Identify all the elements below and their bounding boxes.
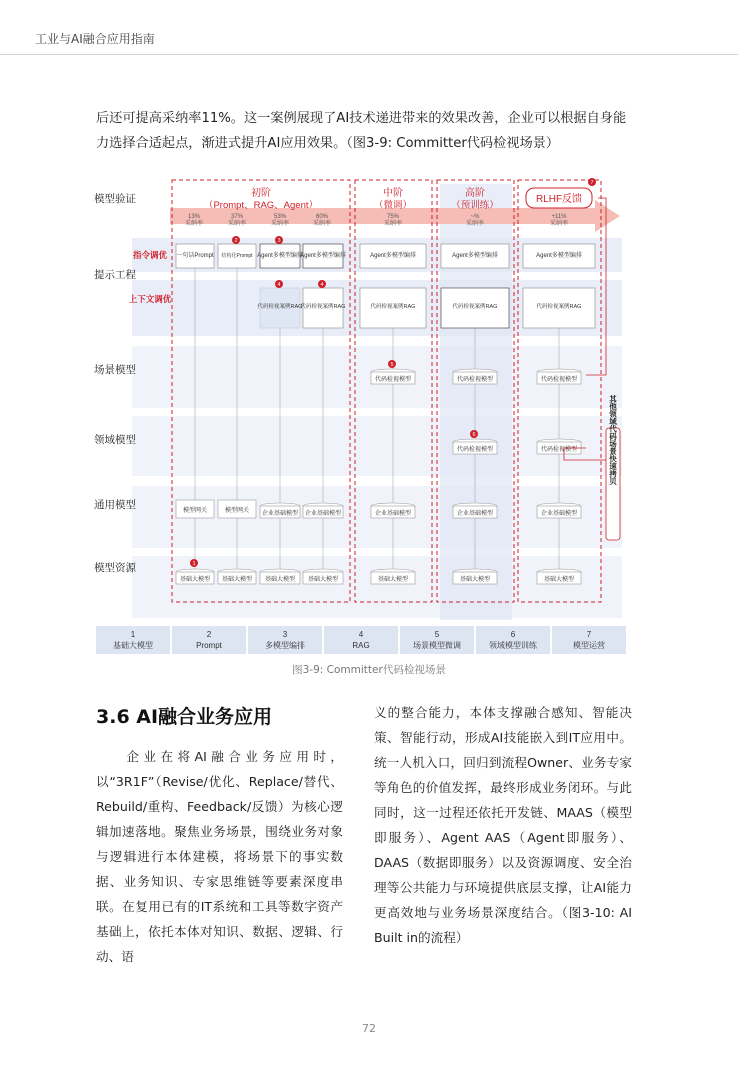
- header-divider: [0, 54, 738, 55]
- svg-text:基础大模型: 基础大模型: [543, 577, 575, 583]
- svg-text:模型验证: 模型验证: [94, 193, 136, 205]
- svg-text:场景模型: 场景模型: [94, 364, 136, 376]
- svg-text:37%: 37%: [230, 214, 244, 220]
- svg-text:2: 2: [234, 238, 238, 244]
- svg-text:采纳率: 采纳率: [549, 221, 569, 227]
- svg-text:Agent多模型编排: Agent多模型编排: [257, 253, 303, 259]
- svg-text:代码检视模型: 代码检视模型: [456, 447, 494, 453]
- svg-text:代码检视模型: 代码检视模型: [540, 447, 578, 453]
- svg-text:+11%: +11%: [551, 214, 567, 220]
- svg-text:4: 4: [320, 282, 324, 288]
- svg-text:基础大模型: 基础大模型: [377, 577, 409, 583]
- svg-text:53%: 53%: [273, 214, 287, 220]
- svg-text:基础大模型: 基础大模型: [307, 577, 339, 583]
- phase-3-label: 高阶: [465, 188, 485, 199]
- phase-2-label: 中阶: [383, 188, 403, 199]
- svg-text:代码检视模型: 代码检视模型: [540, 377, 578, 383]
- svg-text:基础大模型: 基础大模型: [179, 577, 211, 583]
- svg-text:6: 6: [472, 432, 476, 438]
- svg-text:指令调优: 指令调优: [132, 250, 168, 260]
- svg-text:场景模型微调: 场景模型微调: [413, 641, 461, 650]
- svg-text:采纳率: 采纳率: [227, 221, 247, 227]
- body-left-column: [96, 744, 343, 969]
- svg-text:1: 1: [192, 561, 196, 567]
- svg-text:企业基础模型: 企业基础模型: [456, 511, 494, 517]
- svg-text:2: 2: [206, 630, 212, 639]
- running-header: 工业与AI融合应用指南: [35, 32, 155, 46]
- svg-text:7: 7: [586, 630, 592, 639]
- svg-text:5: 5: [434, 630, 440, 639]
- phase-1-sublabel: （Prompt、RAG、Agent）: [203, 200, 319, 211]
- svg-text:通用模型: 通用模型: [94, 499, 136, 511]
- svg-text:基础大模型: 基础大模型: [459, 577, 491, 583]
- svg-text:1: 1: [130, 630, 136, 639]
- svg-text:代码检视案例RAG: 代码检视案例RAG: [370, 304, 416, 310]
- svg-text:代码检视案例RAG: 代码检视案例RAG: [300, 304, 346, 310]
- svg-text:4: 4: [277, 282, 281, 288]
- svg-text:Agent多模型编排: Agent多模型编排: [536, 253, 582, 259]
- svg-text:提示工程: 提示工程: [94, 269, 136, 281]
- svg-text:Agent多模型编排: Agent多模型编排: [370, 253, 416, 259]
- svg-text:3: 3: [277, 238, 281, 244]
- svg-text:结构化Prompt: 结构化Prompt: [221, 253, 253, 259]
- page-number: 72: [362, 1022, 376, 1035]
- svg-text:Agent多模型编排: Agent多模型编排: [452, 253, 498, 259]
- svg-text:代码检视模型: 代码检视模型: [374, 377, 412, 383]
- svg-text:上下文调优: 上下文调优: [128, 294, 172, 304]
- svg-text:~%: ~%: [470, 214, 480, 220]
- svg-text:6: 6: [510, 630, 516, 639]
- svg-text:代码检视案例RAG: 代码检视案例RAG: [257, 304, 303, 310]
- svg-text:领域模型: 领域模型: [94, 434, 136, 446]
- phase-2-sublabel: （微调）: [373, 200, 413, 211]
- committer-diagram: [90, 170, 635, 660]
- svg-text:模型资源: 模型资源: [94, 562, 136, 574]
- svg-text:基础大模型: 基础大模型: [113, 641, 153, 650]
- svg-text:企业基础模型: 企业基础模型: [540, 511, 578, 517]
- svg-text:企业基础模型: 企业基础模型: [261, 511, 299, 517]
- svg-text:RAG: RAG: [352, 641, 370, 650]
- svg-text:企业基础模型: 企业基础模型: [374, 511, 412, 517]
- svg-text:Prompt: Prompt: [196, 641, 222, 650]
- svg-text:采纳率: 采纳率: [312, 221, 332, 227]
- svg-text:模型网关: 模型网关: [182, 508, 208, 514]
- svg-text:企业基础模型: 企业基础模型: [304, 511, 342, 517]
- svg-text:7: 7: [590, 180, 594, 186]
- svg-text:采纳率: 采纳率: [383, 221, 403, 227]
- svg-text:采纳率: 采纳率: [270, 221, 290, 227]
- svg-text:领域模型训练: 领域模型训练: [489, 641, 537, 650]
- svg-text:模型网关: 模型网关: [224, 508, 250, 514]
- svg-text:代码检视案例RAG: 代码检视案例RAG: [452, 304, 498, 310]
- svg-text:60%: 60%: [315, 214, 329, 220]
- svg-text:Agent多模型编排: Agent多模型编排: [300, 253, 346, 259]
- svg-text:基础大模型: 基础大模型: [221, 577, 253, 583]
- section-title: 3.6 AI融合业务应用: [96, 706, 273, 728]
- phase-1-label: 初阶: [251, 188, 271, 199]
- svg-text:多模型编排: 多模型编排: [265, 641, 305, 650]
- phase-4-label: RLHF反馈: [535, 194, 583, 205]
- side-note: 其他领域代码场景快速拷贝: [608, 395, 618, 485]
- svg-text:一句话Prompt: 一句话Prompt: [176, 253, 214, 259]
- svg-text:基础大模型: 基础大模型: [264, 577, 296, 583]
- svg-text:13%: 13%: [187, 214, 201, 220]
- svg-text:采纳率: 采纳率: [184, 221, 204, 227]
- svg-text:模型运营: 模型运营: [573, 641, 605, 650]
- phase-3-sublabel: （预训练）: [451, 200, 499, 211]
- svg-text:75%: 75%: [386, 214, 400, 220]
- figure-caption: 图3-9: Committer代码检视场景: [292, 664, 446, 676]
- svg-text:代码检视案例RAG: 代码检视案例RAG: [536, 304, 582, 310]
- svg-text:代码检视模型: 代码检视模型: [456, 377, 494, 383]
- svg-text:4: 4: [358, 630, 364, 639]
- svg-text:5: 5: [390, 362, 394, 368]
- intro-paragraph: 后还可提高采纳率11%。这一案例展现了AI技术递进带来的效果改善，企业可以根据自身能力选择合适起点，渐进式提升AI应用效果。（图3-9: Committer代码检视场景）: [96, 111, 627, 151]
- band-resource: [132, 556, 622, 618]
- body-right-column: 义的整合能力，本体支撑融合感知、智能决策、智能行动，形成AI技能嵌入到IT应用中。统一人机入口，回归到流程Owner、业务专家等角色的价值发挥，最终形成业务闭环。与此同时，这一过程还依托开发链、MAAS（模型即服务）、Agent AAS（Agent即服务）、DAAS（数据即服务）以及资源调度、安全治理等公共能力与环境提供底层支撑，让AI能力更高效地与业务场景深度结合。（图3-10: AI Built in的流程）: [374, 705, 632, 945]
- body-left-text: 企业在将AI融合业务应用时，以“3R1F”（Revise/优化、Replace/替代、Rebuild/重构、Feedback/反馈）为核心逻辑加速落地。聚焦业务场景，围绕业务对象与逻辑进行本体建模，将场景下的事实数据、业务知识、专家思维链等要素深度串联。在复用已有的IT系统和工具等数字资产基础上，依托本体对知识、数据、逻辑、行动、语: [96, 749, 343, 964]
- svg-text:3: 3: [282, 630, 288, 639]
- svg-text:采纳率: 采纳率: [465, 221, 485, 227]
